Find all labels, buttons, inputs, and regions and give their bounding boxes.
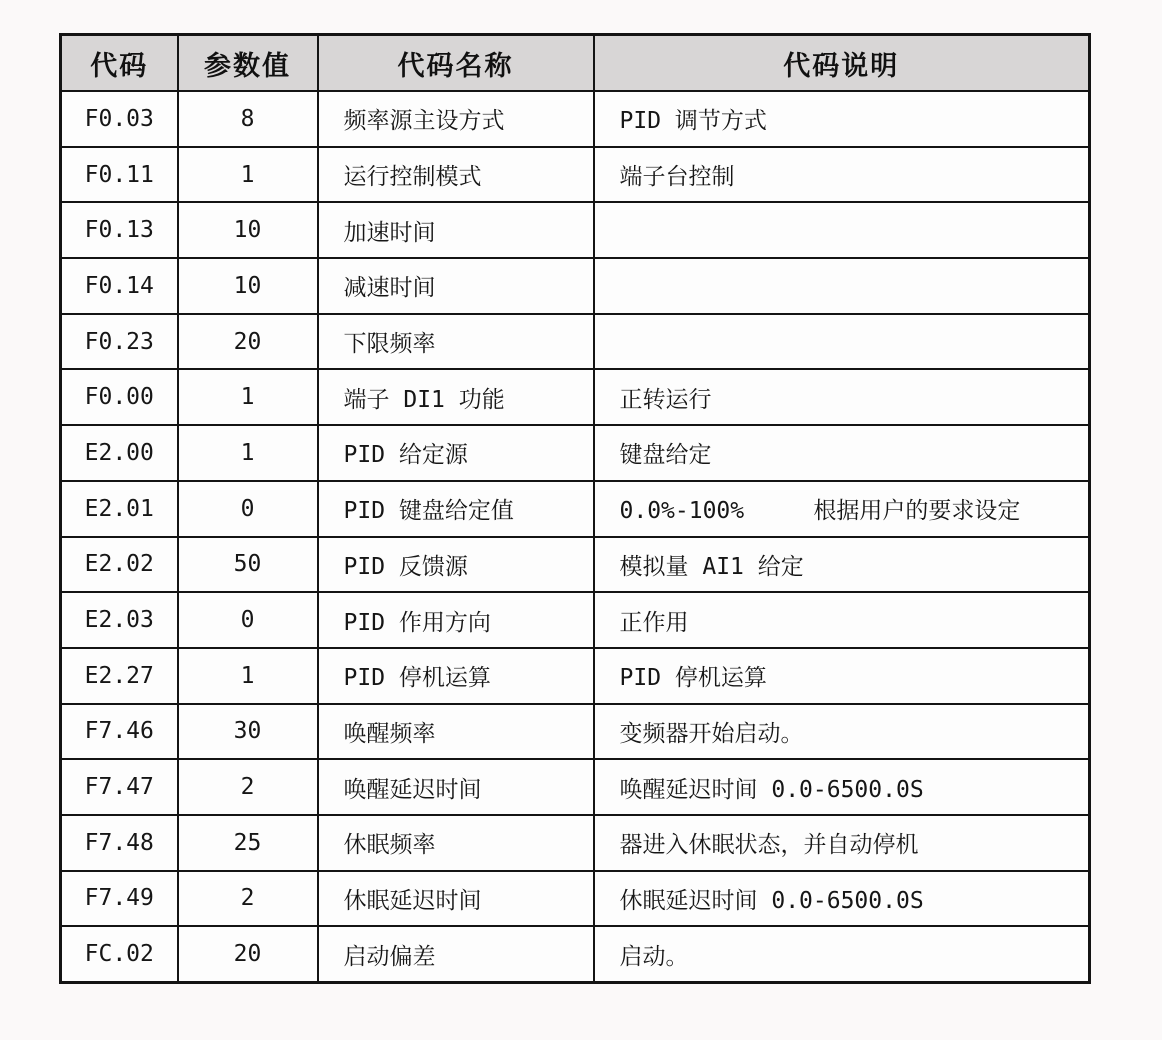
cell-code: E2.01 — [61, 481, 178, 537]
cell-value: 20 — [178, 314, 318, 370]
cell-description: 正作用 — [594, 592, 1090, 648]
table-row — [61, 91, 1090, 147]
cell-description: 端子台控制 — [594, 147, 1090, 203]
cell-value: 0 — [178, 481, 318, 537]
cell-code: F7.46 — [61, 704, 178, 760]
cell-code: F7.48 — [61, 815, 178, 871]
cell-value: 1 — [178, 648, 318, 704]
table-row — [61, 425, 1090, 481]
cell-description: PID 停机运算 — [594, 648, 1090, 704]
cell-name: 休眠频率 — [318, 815, 594, 871]
column-header-code: 代码 — [61, 35, 178, 92]
table-row — [61, 537, 1090, 593]
cell-name: PID 停机运算 — [318, 648, 594, 704]
cell-value: 50 — [178, 537, 318, 593]
cell-description: 器进入休眠状态，并自动停机 — [594, 815, 1090, 871]
cell-value: 30 — [178, 704, 318, 760]
cell-value: 2 — [178, 871, 318, 927]
table-row — [61, 648, 1090, 704]
cell-value: 1 — [178, 147, 318, 203]
table-row — [61, 871, 1090, 927]
cell-description: PID 调节方式 — [594, 91, 1090, 147]
column-header-description: 代码说明 — [594, 35, 1090, 92]
table-row — [61, 592, 1090, 648]
cell-value: 10 — [178, 258, 318, 314]
cell-value: 0 — [178, 592, 318, 648]
cell-description: 0.0%-100% 根据用户的要求设定 — [594, 481, 1090, 537]
cell-name: 减速时间 — [318, 258, 594, 314]
parameter-table — [59, 33, 1091, 984]
cell-name: PID 反馈源 — [318, 537, 594, 593]
cell-name: 运行控制模式 — [318, 147, 594, 203]
cell-code: F0.13 — [61, 202, 178, 258]
cell-name: PID 键盘给定值 — [318, 481, 594, 537]
cell-code: E2.00 — [61, 425, 178, 481]
cell-name: 唤醒频率 — [318, 704, 594, 760]
cell-description: 正转运行 — [594, 369, 1090, 425]
cell-code: F0.03 — [61, 91, 178, 147]
cell-value: 10 — [178, 202, 318, 258]
cell-name: PID 作用方向 — [318, 592, 594, 648]
cell-name: PID 给定源 — [318, 425, 594, 481]
table-row — [61, 202, 1090, 258]
cell-name: 加速时间 — [318, 202, 594, 258]
cell-description — [594, 202, 1090, 258]
cell-code: E2.02 — [61, 537, 178, 593]
table-body — [61, 91, 1090, 983]
cell-description: 变频器开始启动。 — [594, 704, 1090, 760]
cell-description: 键盘给定 — [594, 425, 1090, 481]
table-row — [61, 926, 1090, 982]
cell-description: 启动。 — [594, 926, 1090, 982]
cell-name: 端子 DI1 功能 — [318, 369, 594, 425]
header-row — [61, 35, 1090, 92]
cell-name: 启动偏差 — [318, 926, 594, 982]
cell-code: F0.23 — [61, 314, 178, 370]
cell-description: 休眠延迟时间 0.0-6500.0S — [594, 871, 1090, 927]
column-header-name: 代码名称 — [318, 35, 594, 92]
table-row — [61, 369, 1090, 425]
cell-value: 1 — [178, 425, 318, 481]
table-row — [61, 704, 1090, 760]
cell-code: E2.27 — [61, 648, 178, 704]
table-row — [61, 481, 1090, 537]
cell-description: 模拟量 AI1 给定 — [594, 537, 1090, 593]
cell-code: F0.11 — [61, 147, 178, 203]
cell-code: F0.00 — [61, 369, 178, 425]
cell-name: 频率源主设方式 — [318, 91, 594, 147]
table-row — [61, 147, 1090, 203]
cell-value: 2 — [178, 759, 318, 815]
cell-name: 唤醒延迟时间 — [318, 759, 594, 815]
cell-name: 休眠延迟时间 — [318, 871, 594, 927]
cell-value: 8 — [178, 91, 318, 147]
cell-description — [594, 314, 1090, 370]
table-row — [61, 314, 1090, 370]
cell-name: 下限频率 — [318, 314, 594, 370]
table-row — [61, 759, 1090, 815]
cell-code: E2.03 — [61, 592, 178, 648]
cell-value: 25 — [178, 815, 318, 871]
table-row — [61, 815, 1090, 871]
cell-code: F7.47 — [61, 759, 178, 815]
cell-code: F7.49 — [61, 871, 178, 927]
cell-value: 1 — [178, 369, 318, 425]
cell-description: 唤醒延迟时间 0.0-6500.0S — [594, 759, 1090, 815]
table-row — [61, 258, 1090, 314]
cell-description — [594, 258, 1090, 314]
cell-code: F0.14 — [61, 258, 178, 314]
cell-value: 20 — [178, 926, 318, 982]
column-header-value: 参数值 — [178, 35, 318, 92]
cell-code: FC.02 — [61, 926, 178, 982]
